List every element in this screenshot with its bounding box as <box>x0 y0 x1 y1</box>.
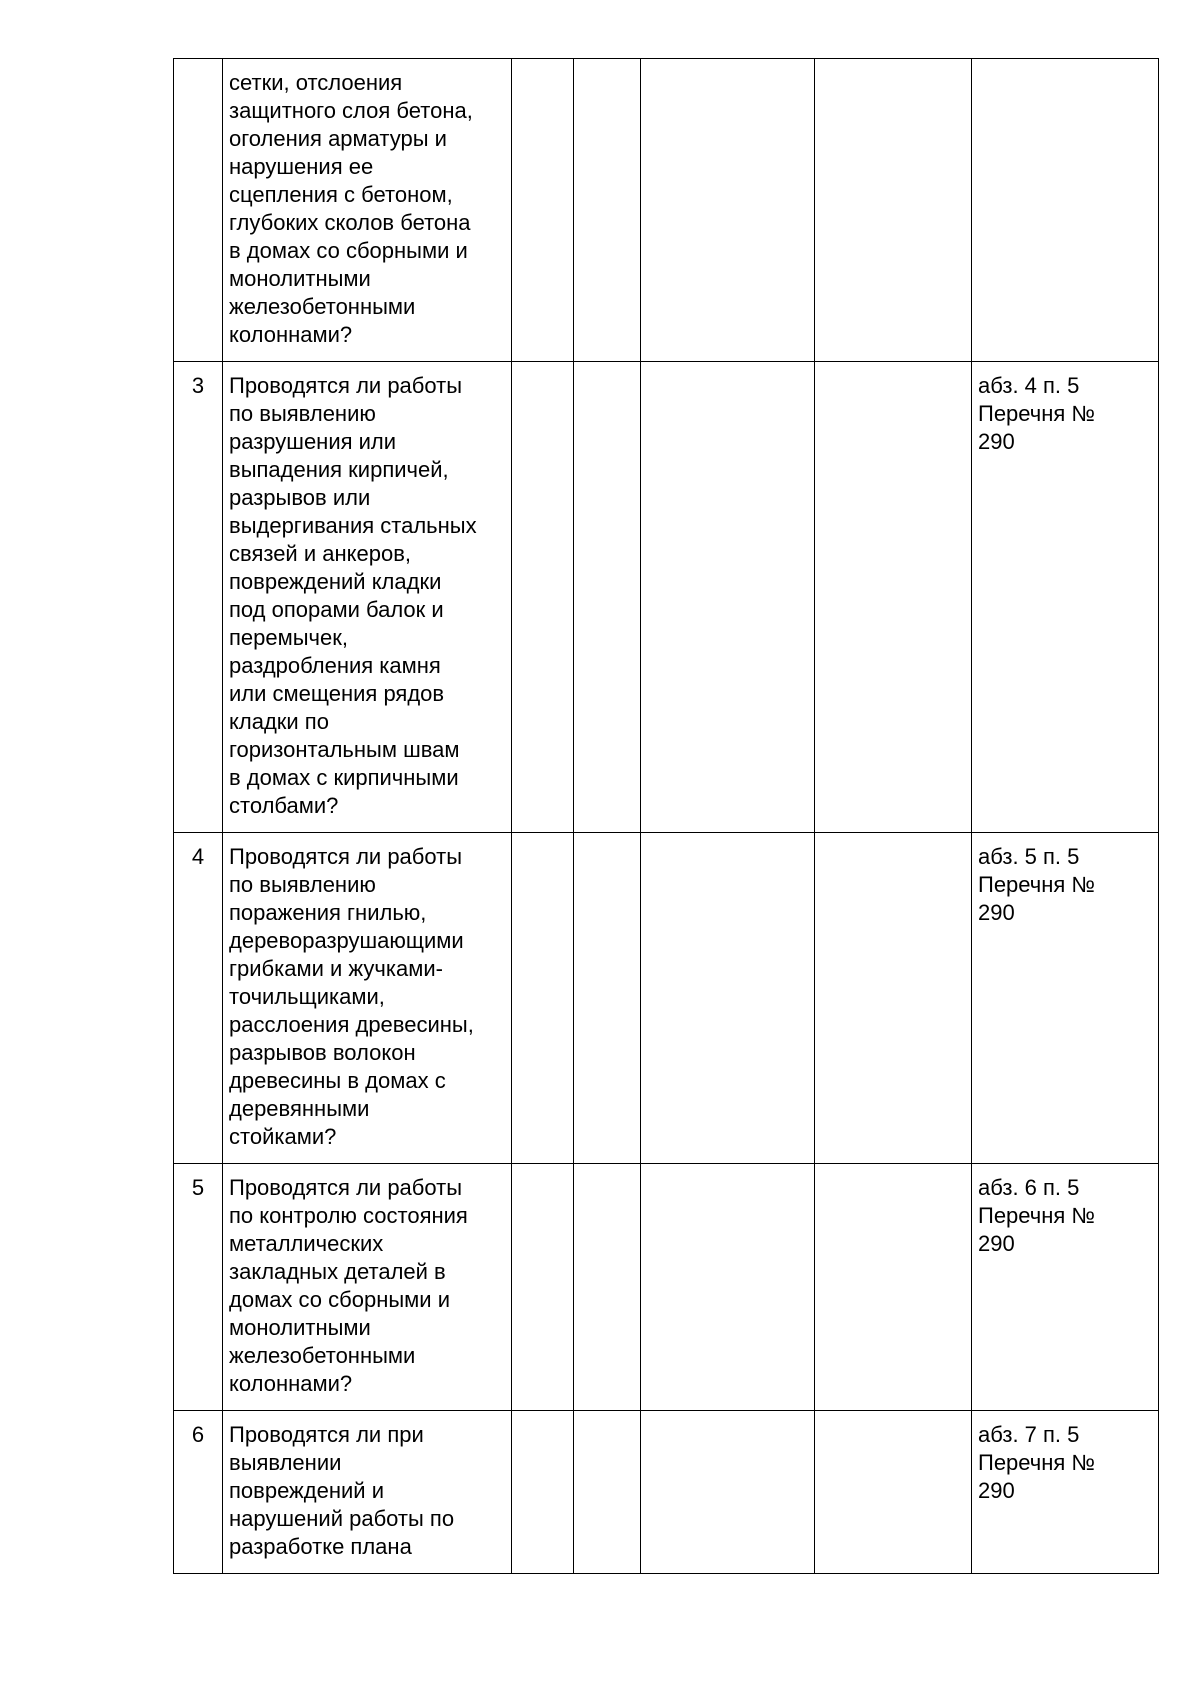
answer-no-cell <box>574 59 641 362</box>
comment-cell <box>815 1164 972 1411</box>
answer-yes-cell <box>512 1411 574 1574</box>
not-applicable-cell <box>641 1164 815 1411</box>
not-applicable-cell <box>641 59 815 362</box>
table-row <box>174 362 1159 833</box>
reference-text: абз. 6 п. 5 Перечня № 290 <box>972 1164 1159 1411</box>
table-row <box>174 59 1159 362</box>
answer-yes-cell <box>512 1164 574 1411</box>
answer-no-cell <box>574 833 641 1164</box>
question-text: Проводятся ли работы по контролю состояния металлических закладных деталей в домах со сборными и монолитными железобетонными колоннами? <box>223 1164 512 1411</box>
question-text: Проводятся ли при выявлении повреждений и нарушений работы по разработке плана <box>223 1411 512 1574</box>
not-applicable-cell <box>641 1411 815 1574</box>
answer-no-cell <box>574 1411 641 1574</box>
answer-yes-cell <box>512 833 574 1164</box>
row-number: 4 <box>174 833 223 1164</box>
answer-no-cell <box>574 1164 641 1411</box>
reference-text <box>972 59 1159 362</box>
row-number: 6 <box>174 1411 223 1574</box>
table-row <box>174 1411 1159 1574</box>
row-number: 3 <box>174 362 223 833</box>
answer-yes-cell <box>512 59 574 362</box>
comment-cell <box>815 833 972 1164</box>
not-applicable-cell <box>641 362 815 833</box>
reference-text: абз. 7 п. 5 Перечня № 290 <box>972 1411 1159 1574</box>
answer-no-cell <box>574 362 641 833</box>
reference-text: абз. 4 п. 5 Перечня № 290 <box>972 362 1159 833</box>
comment-cell <box>815 362 972 833</box>
checklist-table <box>173 58 1159 1574</box>
comment-cell <box>815 59 972 362</box>
table-row <box>174 1164 1159 1411</box>
not-applicable-cell <box>641 833 815 1164</box>
question-text: Проводятся ли работы по выявлению разрушения или выпадения кирпичей, разрывов или выдергивания стальных связей и анкеров, повреждений кладки под опорами балок и перемычек, раздробления камня или смещения рядов кладки по горизонтальным швам в домах с кирпичными столбами? <box>223 362 512 833</box>
question-text: Проводятся ли работы по выявлению поражения гнилью, дереворазрушающими грибками и жучками- точильщиками, расслоения древесины, разрывов волокон древесины в домах с деревянными стойками? <box>223 833 512 1164</box>
table-row <box>174 833 1159 1164</box>
comment-cell <box>815 1411 972 1574</box>
row-number <box>174 59 223 362</box>
row-number: 5 <box>174 1164 223 1411</box>
reference-text: абз. 5 п. 5 Перечня № 290 <box>972 833 1159 1164</box>
answer-yes-cell <box>512 362 574 833</box>
question-text: сетки, отслоения защитного слоя бетона, оголения арматуры и нарушения ее сцепления с бетоном, глубоких сколов бетона в домах со сборными и монолитными железобетонными колоннами? <box>223 59 512 362</box>
